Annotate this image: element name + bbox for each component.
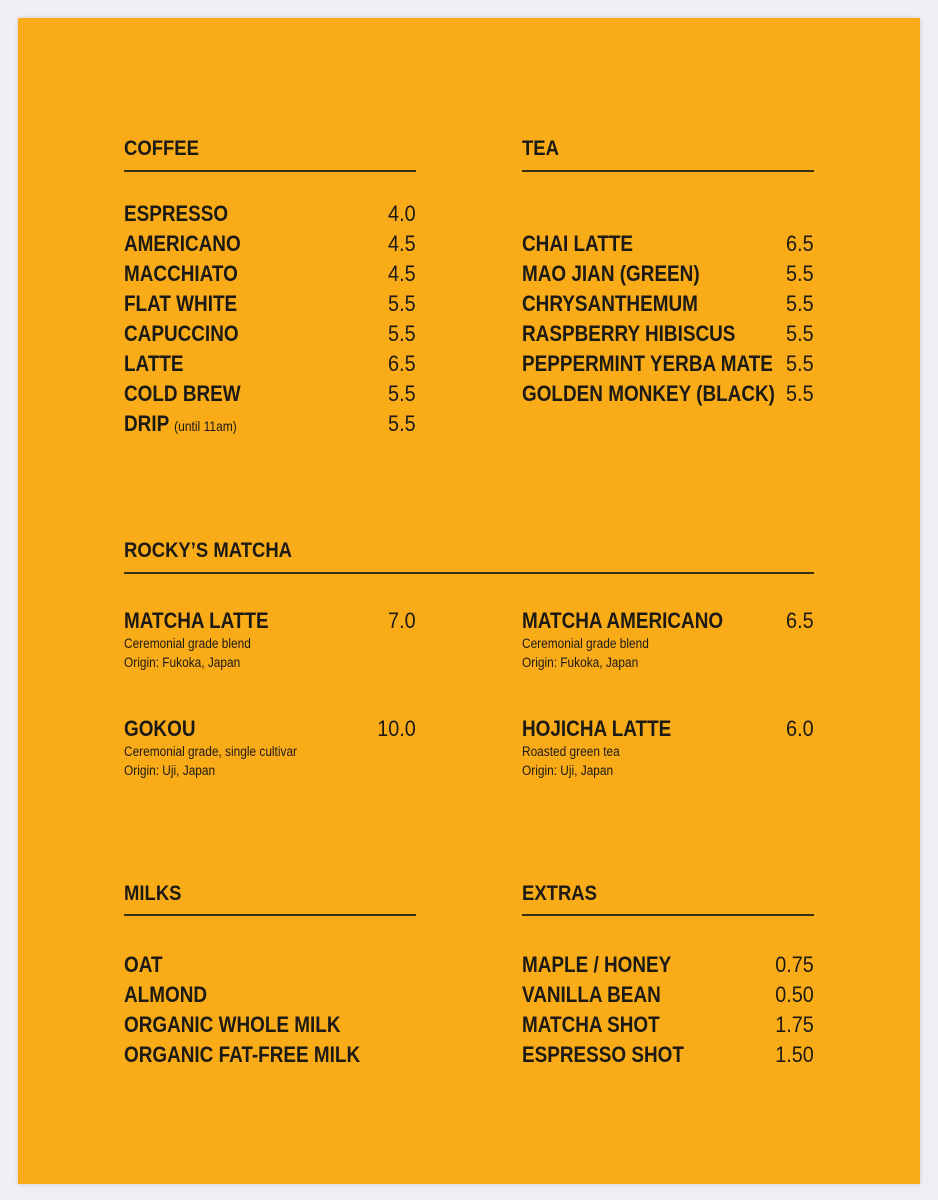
menu-item <box>124 1040 416 1070</box>
item-description: Roasted green tea <box>522 744 620 759</box>
item-description: Ceremonial grade, single cultivar <box>124 744 298 759</box>
item-description: Ceremonial grade blend <box>522 636 649 651</box>
section-title <box>124 134 209 164</box>
item-row <box>522 714 814 744</box>
item-name: MAPLE / HONEY <box>522 952 672 977</box>
item-row <box>522 606 814 636</box>
item-name: MATCHA LATTE <box>124 608 269 633</box>
item-origin: Origin: Fukoka, Japan <box>124 655 241 670</box>
menu-item <box>124 289 416 319</box>
milks-title: MILKS <box>124 882 182 905</box>
section-title <box>124 879 189 909</box>
menu-item <box>124 950 416 980</box>
item-name: LATTE <box>124 351 184 376</box>
item-name: FLAT WHITE <box>124 291 238 316</box>
item-name: ORGANIC FAT-FREE MILK <box>124 1042 361 1067</box>
item-price: 0.75 <box>775 952 814 977</box>
item-origin: Origin: Uji, Japan <box>124 763 216 778</box>
menu-item <box>124 259 416 289</box>
divider <box>522 170 814 172</box>
item-name: CHRYSANTHEMUM <box>522 291 698 316</box>
item-price: 6.5 <box>786 608 814 633</box>
extras-title: EXTRAS <box>522 882 597 905</box>
item-name: HOJICHA LATTE <box>522 716 672 741</box>
item-price: 6.5 <box>786 231 814 256</box>
item-name: ESPRESSO <box>124 201 229 226</box>
item-price: 4.5 <box>388 261 416 286</box>
menu-item <box>522 1010 814 1040</box>
item-name: MACCHIATO <box>124 261 238 286</box>
item-name: MATCHA AMERICANO <box>522 608 724 633</box>
item-name: PEPPERMINT YERBA MATE <box>522 351 773 376</box>
menu-item <box>522 379 814 409</box>
divider <box>124 170 416 172</box>
item-name: COLD BREW <box>124 381 241 406</box>
menu-item <box>124 349 416 379</box>
item-price: 10.0 <box>377 716 416 741</box>
item-price: 5.5 <box>388 381 416 406</box>
menu-item <box>522 980 814 1010</box>
item-note: (until 11am) <box>174 418 237 434</box>
item-origin: Origin: Fukoka, Japan <box>522 655 639 670</box>
menu-item <box>124 229 416 259</box>
matcha-item <box>522 606 814 676</box>
item-name: CAPUCCINO <box>124 321 239 346</box>
tea-title: TEA <box>522 137 559 160</box>
menu-item <box>522 950 814 980</box>
item-price: 5.5 <box>786 321 814 346</box>
item-price: 5.5 <box>786 351 814 376</box>
item-price: 4.5 <box>388 231 416 256</box>
item-price: 5.5 <box>786 261 814 286</box>
item-description: Ceremonial grade blend <box>124 636 251 651</box>
coffee-title: COFFEE <box>124 137 199 160</box>
menu-item <box>522 229 814 259</box>
item-price: 4.0 <box>388 201 416 226</box>
item-name: ORGANIC WHOLE MILK <box>124 1012 341 1037</box>
item-price: 5.5 <box>388 321 416 346</box>
menu-item <box>124 1010 416 1040</box>
menu-page <box>18 18 920 1184</box>
divider <box>124 914 416 916</box>
item-price: 5.5 <box>388 411 416 436</box>
item-name: MAO JIAN (GREEN) <box>522 261 700 286</box>
menu-item <box>124 409 416 439</box>
item-name: ALMOND <box>124 982 208 1007</box>
item-price: 6.0 <box>786 716 814 741</box>
divider <box>522 914 814 916</box>
item-price: 5.5 <box>786 291 814 316</box>
menu-item <box>124 319 416 349</box>
item-price: 7.0 <box>388 608 416 633</box>
item-price: 5.5 <box>786 381 814 406</box>
matcha-item <box>124 606 416 676</box>
item-name-wrap <box>124 409 237 441</box>
item-name: RASPBERRY HIBISCUS <box>522 321 736 346</box>
menu-item <box>124 199 416 229</box>
menu-item <box>522 349 814 379</box>
item-name: GOKOU <box>124 716 196 741</box>
menu-item <box>522 259 814 289</box>
item-origin: Origin: Uji, Japan <box>522 763 614 778</box>
matcha-title: ROCKY’S MATCHA <box>124 539 293 562</box>
item-price: 5.5 <box>388 291 416 316</box>
item-price: 0.50 <box>775 982 814 1007</box>
item-price: 1.75 <box>775 1012 814 1037</box>
item-name: ESPRESSO SHOT <box>522 1042 684 1067</box>
menu-item <box>522 1040 814 1070</box>
item-row <box>124 714 416 744</box>
divider <box>124 572 814 574</box>
matcha-item <box>124 714 416 784</box>
item-name: CHAI LATTE <box>522 231 634 256</box>
menu-item <box>124 980 416 1010</box>
item-price: 6.5 <box>388 351 416 376</box>
item-name: AMERICANO <box>124 231 241 256</box>
menu-item <box>522 289 814 319</box>
item-name: MATCHA SHOT <box>522 1012 660 1037</box>
section-title <box>522 134 564 164</box>
item-row <box>124 606 416 636</box>
section-title <box>522 879 607 909</box>
menu-item <box>522 319 814 349</box>
item-name: OAT <box>124 952 163 977</box>
item-name: DRIP <box>124 411 169 436</box>
section-title <box>124 536 315 566</box>
item-name: GOLDEN MONKEY (BLACK) <box>522 381 775 406</box>
item-name: VANILLA BEAN <box>522 982 661 1007</box>
matcha-item <box>522 714 814 784</box>
menu-item <box>124 379 416 409</box>
item-price: 1.50 <box>775 1042 814 1067</box>
